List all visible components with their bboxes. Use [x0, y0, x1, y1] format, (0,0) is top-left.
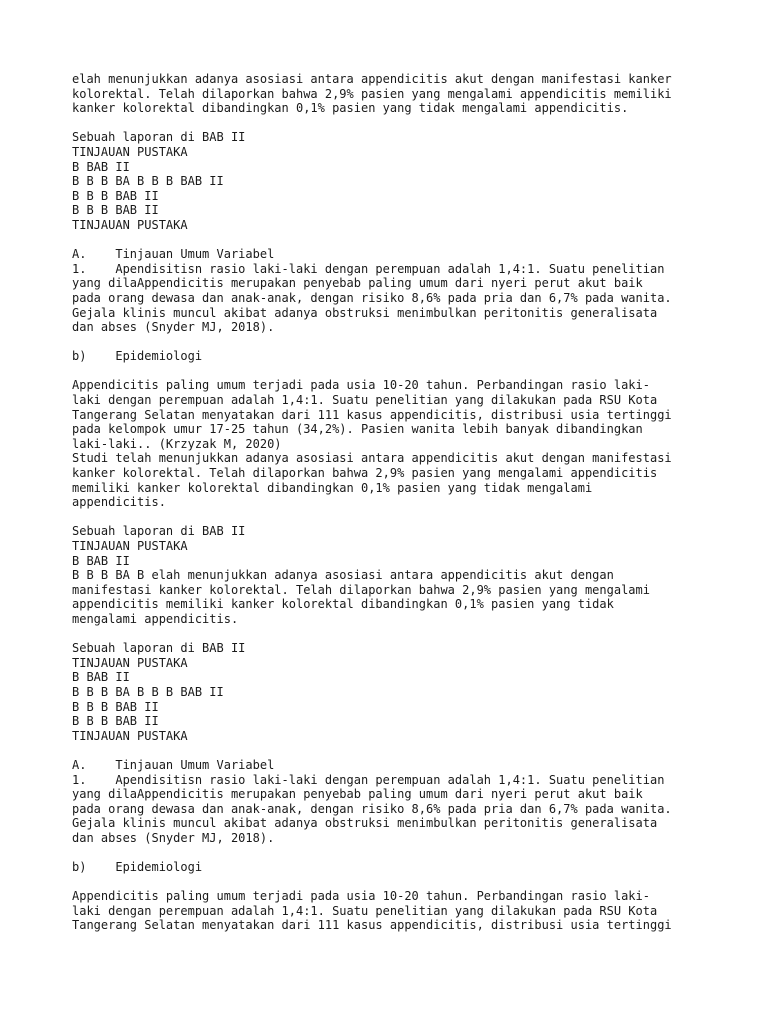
text-line: b) Epidemiologi	[72, 349, 203, 364]
text-line: laki dengan perempuan adalah 1,4:1. Suatu penelitian yang dilakukan pada RSU Kota	[72, 393, 658, 408]
text-line: manifestasi kanker kolorektal. Telah dilaporkan bahwa 2,9% pasien yang mengalami	[72, 582, 650, 597]
text-line: Tangerang Selatan menyatakan dari 111 kasus appendicitis, distribusi usia tertinggi	[72, 407, 672, 422]
text-line	[72, 233, 712, 248]
text-line: Sebuah laporan di BAB II	[72, 130, 246, 145]
text-line: kanker kolorektal. Telah dilaporkan bahwa 2,9% pasien yang mengalami appendicitis	[72, 466, 658, 481]
text-line: TINJAUAN PUSTAKA	[72, 655, 188, 670]
text-line: yang dilaAppendicitis merupakan penyebab paling umum dari nyeri perut akut baik	[72, 787, 643, 802]
text-line	[72, 845, 712, 860]
text-line: Gejala klinis muncul akibat adanya obstruksi menimbulkan peritonitis generalisata	[72, 816, 658, 831]
text-line	[72, 627, 712, 642]
text-line	[72, 875, 712, 890]
document-body	[72, 72, 712, 933]
text-line: B B B BA B B B BAB II	[72, 684, 224, 699]
text-line: B B B BAB II	[72, 188, 159, 203]
text-line: dan abses (Snyder MJ, 2018).	[72, 830, 275, 845]
text-line: B B B BAB II	[72, 699, 159, 714]
text-line: yang dilaAppendicitis merupakan penyebab paling umum dari nyeri perut akut baik	[72, 276, 643, 291]
text-line: mengalami appendicitis.	[72, 611, 239, 626]
text-line	[72, 116, 712, 131]
text-line: laki dengan perempuan adalah 1,4:1. Suatu penelitian yang dilakukan pada RSU Kota	[72, 903, 658, 918]
text-line: b) Epidemiologi	[72, 860, 203, 875]
text-line: Sebuah laporan di BAB II	[72, 524, 246, 539]
text-line: 1. Apendisitisn rasio laki-laki dengan perempuan adalah 1,4:1. Suatu penelitian	[72, 261, 665, 276]
text-line: Appendicitis paling umum terjadi pada usia 10-20 tahun. Perbandingan rasio laki-	[72, 889, 650, 904]
text-line: B BAB II	[72, 553, 130, 568]
text-line: kolorektal. Telah dilaporkan bahwa 2,9% pasien yang mengalami appendicitis memiliki	[72, 86, 672, 101]
text-line: Sebuah laporan di BAB II	[72, 641, 246, 656]
text-line: pada orang dewasa dan anak-anak, dengan risiko 8,6% pada pria dan 6,7% pada wanita.	[72, 801, 672, 816]
text-line	[72, 335, 712, 350]
text-line: A. Tinjauan Umum Variabel	[72, 247, 275, 262]
text-line: TINJAUAN PUSTAKA	[72, 728, 188, 743]
text-line: appendicitis.	[72, 495, 166, 510]
text-line: pada kelompok umur 17-25 tahun (34,2%). Pasien wanita lebih banyak dibandingkan	[72, 422, 643, 437]
text-line: elah menunjukkan adanya asosiasi antara appendicitis akut dengan manifestasi kanker	[72, 72, 672, 86]
text-line: B BAB II	[72, 670, 130, 685]
text-line: TINJAUAN PUSTAKA	[72, 539, 188, 553]
text-line: A. Tinjauan Umum Variabel	[72, 757, 275, 772]
text-line: B B B BAB II	[72, 714, 159, 729]
text-line: dan abses (Snyder MJ, 2018).	[72, 320, 275, 335]
document-page	[72, 72, 712, 933]
text-line: B B B BA B B B BAB II	[72, 174, 224, 189]
text-line: 1. Apendisitisn rasio laki-laki dengan perempuan adalah 1,4:1. Suatu penelitian	[72, 772, 665, 787]
text-line: laki-laki.. (Krzyzak M, 2020)	[72, 436, 282, 451]
text-line: B B B BA B elah menunjukkan adanya asosiasi antara appendicitis akut dengan	[72, 568, 614, 583]
text-line: Tangerang Selatan menyatakan dari 111 kasus appendicitis, distribusi usia tertinggi	[72, 918, 672, 933]
text-line	[72, 364, 712, 379]
text-line: memiliki kanker kolorektal dibandingkan 0,1% pasien yang tidak mengalami	[72, 480, 593, 495]
text-line: pada orang dewasa dan anak-anak, dengan risiko 8,6% pada pria dan 6,7% pada wanita.	[72, 290, 672, 305]
text-line: appendicitis memiliki kanker kolorektal dibandingkan 0,1% pasien yang tidak	[72, 597, 614, 612]
text-line: TINJAUAN PUSTAKA	[72, 144, 188, 159]
text-line: kanker kolorektal dibandingkan 0,1% pasien yang tidak mengalami appendicitis.	[72, 101, 629, 116]
text-line: TINJAUAN PUSTAKA	[72, 217, 188, 232]
text-line: Studi telah menunjukkan adanya asosiasi antara appendicitis akut dengan manifestasi	[72, 451, 672, 466]
text-line: B BAB II	[72, 159, 130, 174]
text-line	[72, 510, 712, 525]
text-line	[72, 743, 712, 758]
text-line: B B B BAB II	[72, 203, 159, 218]
text-line: Appendicitis paling umum terjadi pada usia 10-20 tahun. Perbandingan rasio laki-	[72, 378, 650, 393]
text-line: Gejala klinis muncul akibat adanya obstruksi menimbulkan peritonitis generalisata	[72, 305, 658, 320]
